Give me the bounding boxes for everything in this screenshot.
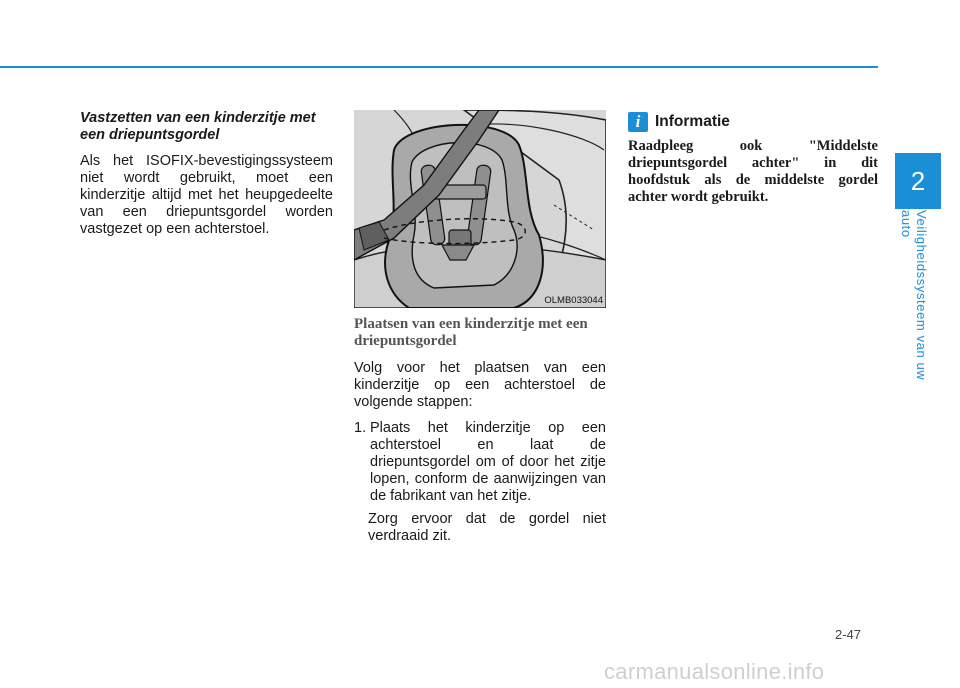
section-heading: Vastzetten van een kinderzitje met een driepuntsgordel (80, 110, 316, 143)
left-column (80, 110, 333, 238)
figure-code: OLMB033044 (544, 295, 603, 306)
section-body: Als het ISOFIX-bevestigingssysteem niet wordt gebruikt, moet een kinderzitje altijd met het heupgedeelte van een driepuntsgordel worden vastgezet op een achterstoel. (80, 153, 333, 237)
chapter-number-tab: 2 (895, 153, 941, 209)
procedure-heading: Plaatsen van een kinderzitje met een driepuntsgordel (354, 316, 588, 349)
info-box (628, 112, 878, 206)
watermark: carmanualsonline.info (604, 659, 825, 684)
step-text: Plaats het kinderzitje op een achterstoel en laat de driepuntsgordel om of door het zitje lopen, conform de aanwijzingen van de fabrikant van het zitje. (370, 420, 606, 504)
child-seat-drawing (354, 110, 606, 308)
info-icon: i (628, 112, 648, 132)
page-number: 2-47 (835, 627, 862, 642)
step-note: Zorg ervoor dat de gordel niet verdraaid zit. (368, 511, 606, 544)
chapter-title: Veiligheidssysteem van uw auto (899, 210, 929, 381)
info-header (628, 112, 878, 132)
info-text: Raadpleeg ook "Middelste driepuntsgordel achter" in dit hoofdstuk als de middelste gordel achter wordt gebruikt. (628, 138, 878, 205)
header-rule (0, 66, 878, 68)
child-seat-illustration (354, 110, 606, 308)
steps-list (354, 420, 606, 505)
list-item (354, 420, 606, 505)
step-number: 1. (354, 420, 367, 436)
middle-column (354, 110, 606, 545)
info-title: Informatie (655, 113, 730, 130)
procedure-intro: Volg voor het plaatsen van een kinderzitje op een achterstoel de volgende stappen: (354, 360, 606, 410)
